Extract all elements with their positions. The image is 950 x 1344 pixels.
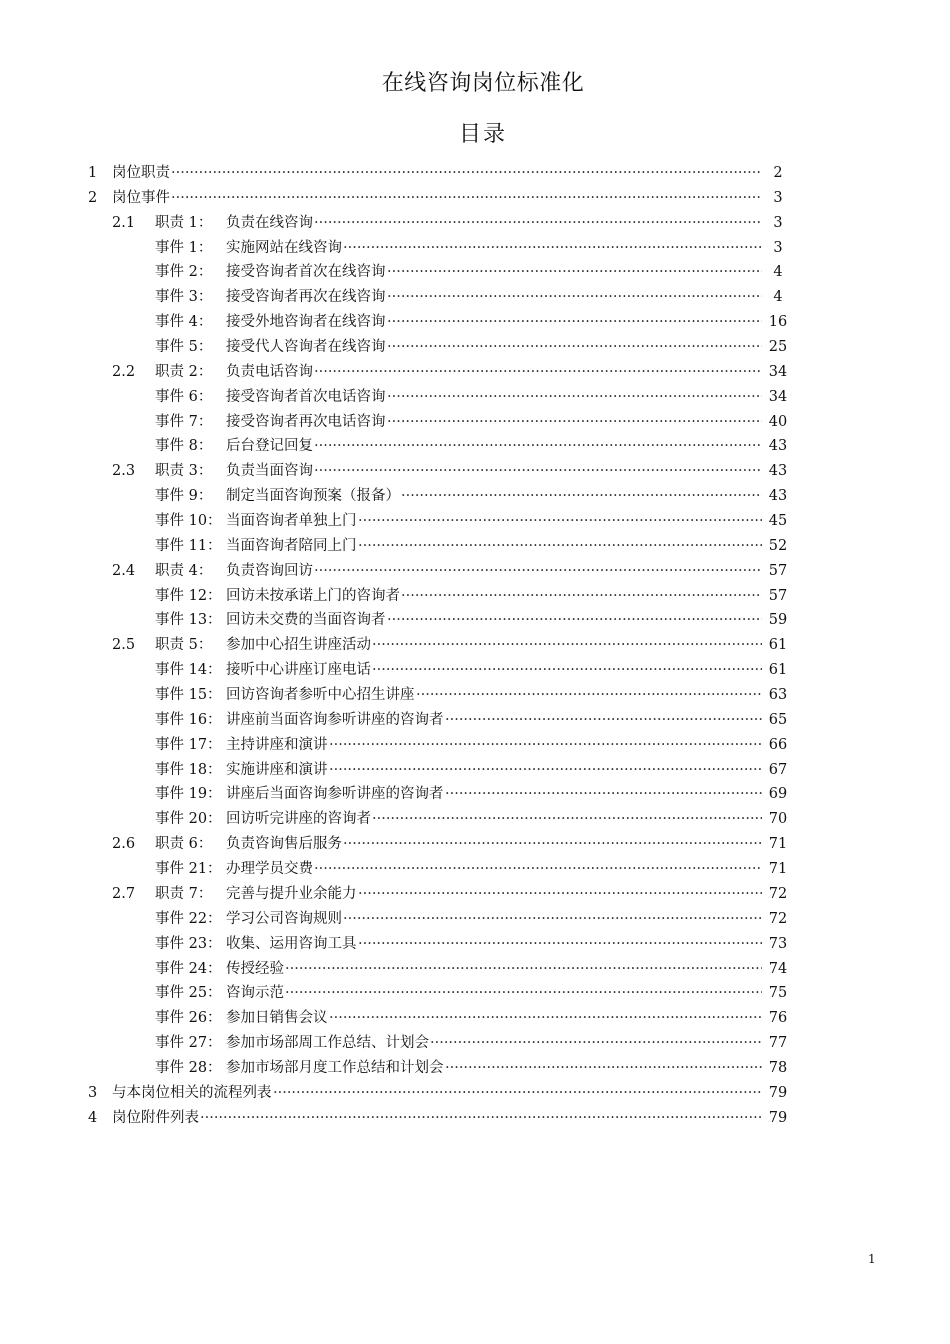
toc-entry-prefix: 事件 20：	[155, 811, 222, 828]
page-number: 1	[868, 1252, 876, 1266]
toc-entry-title: 咨询示范	[226, 985, 284, 1002]
toc-entry-page: 78	[768, 1059, 788, 1076]
toc-entry[interactable]	[0, 857, 950, 882]
dot-leader	[372, 633, 762, 658]
toc-entry[interactable]	[0, 1031, 950, 1056]
toc-entry-title: 接受咨询者再次在线咨询	[226, 289, 386, 306]
toc-entry-title: 岗位附件列表	[112, 1109, 199, 1126]
toc-entry[interactable]	[0, 1006, 950, 1031]
dot-leader	[372, 807, 762, 832]
toc-entry-number: 2.1	[112, 214, 136, 231]
toc-entry-prefix: 事件 27：	[155, 1035, 222, 1052]
dot-leader	[329, 758, 762, 783]
toc-entry-title: 负责当面咨询	[226, 463, 313, 480]
dot-leader	[314, 459, 762, 484]
toc-entry-title: 负责咨询售后服务	[226, 836, 342, 853]
dot-leader	[358, 509, 762, 534]
toc-entry-title: 负责在线咨询	[226, 214, 313, 231]
toc-entry-page: 63	[768, 687, 788, 704]
toc-entry-prefix: 事件 24：	[155, 960, 222, 977]
toc-entry-number: 2.2	[112, 363, 136, 380]
toc-entry[interactable]	[0, 410, 950, 435]
dot-leader	[387, 410, 762, 435]
toc-entry-title: 传授经验	[226, 960, 284, 977]
toc-entry-number: 1	[88, 165, 98, 181]
dot-leader	[314, 360, 762, 385]
toc-entry-page: 66	[768, 736, 788, 753]
toc-entry-title: 回访听完讲座的咨询者	[226, 811, 371, 828]
toc-entry-number: 2.6	[112, 836, 136, 853]
toc-entry[interactable]	[0, 782, 950, 807]
toc-entry-page: 40	[768, 413, 788, 430]
toc-entry[interactable]	[0, 733, 950, 758]
toc-entry-title: 完善与提升业余能力	[226, 885, 357, 902]
toc-entry-page: 72	[768, 910, 788, 927]
toc-entry-title: 实施网站在线咨询	[226, 239, 342, 256]
dot-leader	[273, 1081, 762, 1106]
toc-entry-prefix: 事件 6：	[155, 388, 213, 405]
dot-leader	[314, 559, 762, 584]
toc-entry-prefix: 事件 23：	[155, 935, 222, 952]
toc-entry-page: 71	[768, 836, 788, 853]
toc-entry-page: 43	[768, 463, 788, 480]
toc-entry[interactable]	[0, 211, 950, 236]
toc-entry-title: 接听中心讲座订座电话	[226, 662, 371, 679]
dot-leader	[314, 857, 762, 882]
dot-leader	[416, 683, 762, 708]
dot-leader	[285, 957, 762, 982]
dot-leader	[343, 236, 762, 261]
toc-entry[interactable]	[0, 236, 950, 261]
toc-entry[interactable]	[0, 758, 950, 783]
toc-entry[interactable]	[0, 260, 950, 285]
toc-entry-prefix: 事件 19：	[155, 786, 222, 803]
toc-entry-page: 3	[773, 189, 783, 206]
toc-entry-page: 3	[773, 214, 783, 231]
dot-leader	[171, 161, 762, 186]
toc-entry-title: 岗位事件	[112, 189, 170, 206]
dot-leader	[329, 1006, 762, 1031]
dot-leader	[285, 981, 762, 1006]
toc-entry-number: 2	[88, 189, 98, 206]
toc-entry[interactable]	[0, 932, 950, 957]
toc-entry[interactable]	[0, 484, 950, 509]
toc-entry-title: 讲座后当面咨询参听讲座的咨询者	[226, 786, 444, 803]
dot-leader	[387, 335, 762, 360]
toc-entry[interactable]	[0, 1106, 950, 1131]
toc-entry-prefix: 事件 1：	[155, 239, 213, 256]
toc-entry[interactable]	[0, 907, 950, 932]
toc-entry[interactable]	[0, 832, 950, 857]
toc-entry-prefix: 事件 14：	[155, 662, 222, 679]
toc-entry-prefix: 职责 6：	[155, 836, 213, 853]
toc-entry[interactable]	[0, 957, 950, 982]
dot-leader	[329, 733, 762, 758]
toc-entry-number: 2.3	[112, 463, 136, 480]
toc-entry-page: 3	[773, 239, 783, 256]
dot-leader	[343, 907, 762, 932]
toc-entry-prefix: 事件 25：	[155, 985, 222, 1002]
toc-entry-title: 岗位职责	[112, 165, 170, 181]
table-of-contents	[0, 161, 950, 1131]
toc-entry-prefix: 事件 17：	[155, 736, 222, 753]
toc-entry-page: 16	[768, 314, 788, 331]
toc-entry-page: 73	[768, 935, 788, 952]
toc-entry[interactable]	[0, 658, 950, 683]
dot-leader	[387, 310, 762, 335]
toc-entry-page: 59	[768, 612, 788, 629]
dot-leader	[171, 186, 762, 211]
toc-entry-title: 回访未交费的当面咨询者	[226, 612, 386, 629]
dot-leader	[314, 434, 762, 459]
toc-entry-title: 主持讲座和演讲	[226, 736, 328, 753]
toc-entry-page: 57	[768, 562, 788, 579]
toc-entry[interactable]	[0, 633, 950, 658]
toc-entry[interactable]	[0, 285, 950, 310]
toc-entry-title: 接受咨询者再次电话咨询	[226, 413, 386, 430]
toc-entry-prefix: 事件 7：	[155, 413, 213, 430]
toc-entry-number: 4	[88, 1109, 98, 1126]
toc-entry-title: 负责咨询回访	[226, 562, 313, 579]
toc-entry-page: 25	[768, 339, 788, 356]
dot-leader	[401, 584, 762, 609]
document-title: 在线咨询岗位标准化	[381, 71, 585, 96]
toc-entry-title: 学习公司咨询规则	[226, 910, 342, 927]
toc-entry[interactable]	[0, 459, 950, 484]
toc-entry-prefix: 事件 16：	[155, 711, 222, 728]
toc-entry[interactable]	[0, 1056, 950, 1081]
toc-entry[interactable]	[0, 981, 950, 1006]
toc-entry-page: 45	[768, 513, 788, 530]
toc-entry[interactable]	[0, 161, 950, 186]
toc-entry-prefix: 职责 7：	[155, 885, 213, 902]
toc-entry-title: 参加中心招生讲座活动	[226, 637, 371, 654]
toc-entry-prefix: 事件 10：	[155, 513, 222, 530]
toc-entry-number: 2.4	[112, 562, 136, 579]
toc-entry-prefix: 职责 1：	[155, 214, 213, 231]
toc-entry-title: 制定当面咨询预案（报备）	[226, 488, 400, 505]
toc-entry-prefix: 事件 12：	[155, 587, 222, 604]
toc-entry-page: 34	[768, 388, 788, 405]
toc-entry-number: 3	[88, 1084, 98, 1101]
toc-entry[interactable]	[0, 534, 950, 559]
toc-entry-page: 75	[768, 985, 788, 1002]
toc-entry-page: 76	[768, 1010, 788, 1027]
toc-entry-page: 72	[768, 885, 788, 902]
toc-entry-prefix: 事件 9：	[155, 488, 213, 505]
toc-entry[interactable]	[0, 335, 950, 360]
toc-entry-page: 67	[768, 761, 788, 778]
toc-entry-page: 2	[773, 165, 783, 181]
toc-entry-number: 2.5	[112, 637, 136, 654]
toc-entry-page: 70	[768, 811, 788, 828]
toc-entry-title: 办理学员交费	[226, 861, 313, 878]
toc-entry-title: 参加市场部月度工作总结和计划会	[226, 1059, 444, 1076]
dot-leader	[387, 385, 762, 410]
toc-entry-title: 接受咨询者首次电话咨询	[226, 388, 386, 405]
toc-entry-title: 接受咨询者首次在线咨询	[226, 264, 386, 281]
toc-entry-page: 43	[768, 438, 788, 455]
toc-entry-prefix: 事件 3：	[155, 289, 213, 306]
toc-entry-title: 负责电话咨询	[226, 363, 313, 380]
toc-entry-prefix: 职责 4：	[155, 562, 213, 579]
toc-entry-page: 52	[768, 537, 788, 554]
toc-entry[interactable]	[0, 807, 950, 832]
toc-entry-page: 74	[768, 960, 788, 977]
toc-entry-page: 65	[768, 711, 788, 728]
toc-entry-prefix: 事件 18：	[155, 761, 222, 778]
dot-leader	[200, 1106, 762, 1131]
toc-entry-page: 69	[768, 786, 788, 803]
toc-entry-page: 79	[768, 1109, 788, 1126]
toc-entry-title: 参加日销售会议	[226, 1010, 328, 1027]
toc-entry-prefix: 职责 5：	[155, 637, 213, 654]
dot-leader	[387, 608, 762, 633]
dot-leader	[445, 782, 762, 807]
toc-entry-prefix: 事件 15：	[155, 687, 222, 704]
toc-entry[interactable]	[0, 186, 950, 211]
toc-entry-prefix: 事件 28：	[155, 1059, 222, 1076]
toc-entry-prefix: 事件 8：	[155, 438, 213, 455]
dot-leader	[343, 832, 762, 857]
toc-entry-prefix: 事件 4：	[155, 314, 213, 331]
toc-entry[interactable]	[0, 310, 950, 335]
dot-leader	[445, 1056, 762, 1081]
dot-leader	[387, 260, 762, 285]
dot-leader	[401, 484, 762, 509]
dot-leader	[387, 285, 762, 310]
toc-entry[interactable]	[0, 385, 950, 410]
toc-entry-page: 77	[768, 1035, 788, 1052]
toc-entry[interactable]	[0, 683, 950, 708]
toc-entry-prefix: 事件 2：	[155, 264, 213, 281]
toc-entry-title: 当面咨询者单独上门	[226, 513, 357, 530]
toc-entry-prefix: 事件 13：	[155, 612, 222, 629]
toc-entry-page: 43	[768, 488, 788, 505]
toc-entry-prefix: 事件 5：	[155, 339, 213, 356]
toc-entry-prefix: 事件 22：	[155, 910, 222, 927]
toc-entry[interactable]	[0, 882, 950, 907]
toc-entry[interactable]	[0, 584, 950, 609]
toc-entry-title: 回访未按承诺上门的咨询者	[226, 587, 400, 604]
toc-entry-prefix: 职责 3：	[155, 463, 213, 480]
toc-entry-page: 61	[768, 662, 788, 679]
dot-leader	[445, 708, 762, 733]
toc-entry-title: 实施讲座和演讲	[226, 761, 328, 778]
toc-entry-title: 参加市场部周工作总结、计划会	[226, 1035, 429, 1052]
toc-entry-title: 当面咨询者陪同上门	[226, 537, 357, 554]
dot-leader	[358, 882, 762, 907]
toc-entry[interactable]	[0, 434, 950, 459]
toc-entry-page: 4	[773, 289, 783, 306]
toc-entry-title: 接受代人咨询者在线咨询	[226, 339, 386, 356]
toc-entry-page: 79	[768, 1084, 788, 1101]
toc-entry-prefix: 事件 11：	[155, 537, 222, 554]
toc-entry-page: 61	[768, 637, 788, 654]
toc-entry[interactable]	[0, 360, 950, 385]
toc-entry-page: 4	[773, 264, 783, 281]
toc-entry[interactable]	[0, 1081, 950, 1106]
toc-entry-title: 回访咨询者参听中心招生讲座	[226, 687, 415, 704]
toc-entry-title: 后台登记回复	[226, 438, 313, 455]
toc-entry-title: 讲座前当面咨询参听讲座的咨询者	[226, 711, 444, 728]
toc-entry-prefix: 事件 21：	[155, 861, 222, 878]
toc-entry[interactable]	[0, 708, 950, 733]
toc-entry-prefix: 事件 26：	[155, 1010, 222, 1027]
toc-entry-number: 2.7	[112, 885, 136, 902]
dot-leader	[372, 658, 762, 683]
toc-entry[interactable]	[0, 509, 950, 534]
toc-entry-page: 57	[768, 587, 788, 604]
toc-heading: 目录	[458, 122, 507, 147]
dot-leader	[430, 1031, 762, 1056]
dot-leader	[314, 211, 762, 236]
toc-entry[interactable]	[0, 608, 950, 633]
dot-leader	[358, 932, 762, 957]
toc-entry-title: 收集、运用咨询工具	[226, 935, 357, 952]
toc-entry-title: 接受外地咨询者在线咨询	[226, 314, 386, 331]
dot-leader	[358, 534, 762, 559]
toc-entry-page: 71	[768, 861, 788, 878]
toc-entry-title: 与本岗位相关的流程列表	[112, 1084, 272, 1101]
toc-entry[interactable]	[0, 559, 950, 584]
toc-entry-prefix: 职责 2：	[155, 363, 213, 380]
toc-entry-page: 34	[768, 363, 788, 380]
